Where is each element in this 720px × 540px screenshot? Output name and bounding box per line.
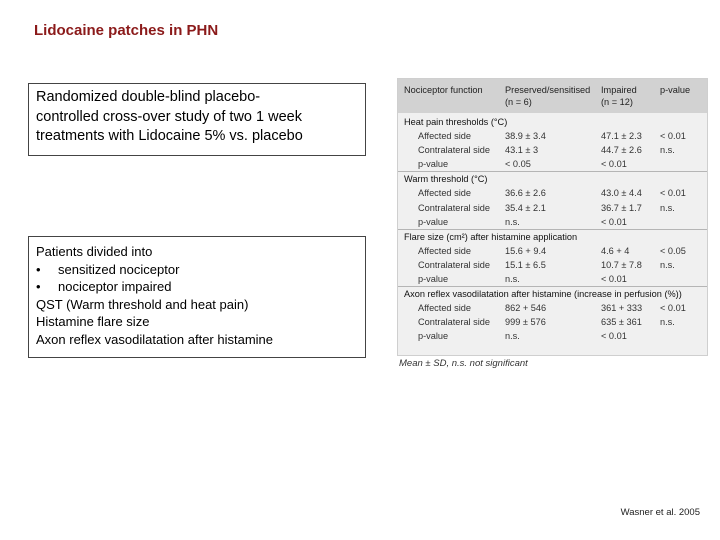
table-row bbox=[398, 201, 707, 215]
section-title-row bbox=[398, 115, 707, 129]
measure-line: Axon reflex vasodilatation after histamine bbox=[36, 331, 274, 347]
row-label: Contralateral side bbox=[418, 145, 491, 156]
header-pvalue: p-value bbox=[660, 85, 691, 95]
cell-preserved: 15.1 ± 6.5 bbox=[505, 259, 546, 270]
cell-preserved: 36.6 ± 2.6 bbox=[505, 188, 546, 199]
table-row bbox=[398, 244, 707, 258]
header-impaired-title: Impaired bbox=[601, 85, 637, 95]
bullet-text: sensitized nociceptor bbox=[58, 261, 180, 277]
patient-groups-heading: Patients divided into bbox=[36, 244, 153, 259]
cell-impaired: 47.1 ± 2.3 bbox=[601, 131, 642, 142]
bullet-item bbox=[36, 261, 358, 279]
table-row bbox=[398, 143, 707, 157]
cell-impaired: 44.7 ± 2.6 bbox=[601, 145, 642, 156]
cell-preserved: 35.4 ± 2.1 bbox=[505, 202, 546, 213]
study-design-line: treatments with Lidocaine 5% vs. placebo bbox=[36, 128, 303, 145]
cell-impaired: 36.7 ± 1.7 bbox=[601, 202, 642, 213]
section-title-row bbox=[398, 287, 707, 301]
row-label: Affected side bbox=[418, 188, 471, 199]
patient-groups-box bbox=[28, 236, 366, 358]
cell-preserved: n.s. bbox=[505, 216, 520, 227]
table-body bbox=[398, 115, 707, 344]
header-impaired-n: (n = 12) bbox=[601, 97, 633, 107]
cell-impaired: 43.0 ± 4.4 bbox=[601, 188, 642, 199]
section-title: Warm threshold (°C) bbox=[404, 174, 488, 185]
study-design-line: Randomized double-blind placebo- bbox=[36, 89, 261, 105]
study-design-box bbox=[28, 83, 366, 156]
table-row bbox=[398, 186, 707, 200]
study-design-line: controlled cross-over study of two 1 week bbox=[36, 108, 302, 125]
cell-preserved: n.s. bbox=[505, 331, 520, 342]
row-label: Contralateral side bbox=[418, 202, 491, 213]
row-label: p-value bbox=[418, 331, 449, 342]
cell-pvalue: < 0.05 bbox=[660, 245, 686, 256]
cell-preserved: 999 ± 576 bbox=[505, 317, 546, 328]
cell-pvalue: < 0.01 bbox=[660, 131, 686, 142]
table-header bbox=[398, 79, 707, 113]
bullet-text: nociceptor impaired bbox=[58, 279, 172, 295]
cell-impaired: < 0.01 bbox=[601, 274, 627, 285]
table-row bbox=[398, 215, 707, 230]
table-row bbox=[398, 329, 707, 343]
cell-preserved: n.s. bbox=[505, 274, 520, 285]
slide-title: Lidocaine patches in PHN bbox=[34, 22, 219, 39]
header-preserved-title: Preserved/sensitised bbox=[505, 85, 591, 95]
table-footnote: Mean ± SD, n.s. not significant bbox=[399, 358, 528, 369]
cell-pvalue: n.s. bbox=[660, 317, 675, 328]
row-label: Affected side bbox=[418, 303, 471, 314]
row-label: Affected side bbox=[418, 245, 471, 256]
cell-impaired: < 0.01 bbox=[601, 331, 627, 342]
section-title: Axon reflex vasodilatation after histamine (increase in perfusion (%)) bbox=[404, 289, 682, 300]
row-label: p-value bbox=[418, 216, 449, 227]
cell-impaired: < 0.01 bbox=[601, 216, 627, 227]
cell-preserved: 38.9 ± 3.4 bbox=[505, 131, 546, 142]
cell-impaired: 361 + 333 bbox=[601, 303, 643, 314]
cell-pvalue: n.s. bbox=[660, 145, 675, 156]
section-title: Flare size (cm²) after histamine application bbox=[404, 231, 578, 242]
cell-preserved: 862 + 546 bbox=[505, 303, 547, 314]
cell-impaired: < 0.01 bbox=[601, 159, 627, 170]
bullet-item bbox=[36, 278, 358, 296]
table-row bbox=[398, 301, 707, 315]
table-row bbox=[398, 272, 707, 287]
table-row bbox=[398, 258, 707, 272]
cell-preserved: 15.6 + 9.4 bbox=[505, 245, 547, 256]
citation: Wasner et al. 2005 bbox=[620, 507, 700, 518]
bullet-icon: • bbox=[36, 261, 41, 277]
cell-impaired: 10.7 ± 7.8 bbox=[601, 259, 642, 270]
cell-pvalue: n.s. bbox=[660, 259, 675, 270]
cell-preserved: 43.1 ± 3 bbox=[505, 145, 539, 156]
header-function: Nociceptor function bbox=[404, 85, 483, 95]
header-preserved bbox=[505, 84, 590, 108]
cell-impaired: 635 ± 361 bbox=[601, 317, 642, 328]
cell-pvalue: < 0.01 bbox=[660, 303, 686, 314]
measure-line: Histamine flare size bbox=[36, 314, 150, 330]
table-row bbox=[398, 157, 707, 172]
section-title-row bbox=[398, 172, 707, 186]
cell-pvalue: < 0.01 bbox=[660, 188, 686, 199]
cell-pvalue: n.s. bbox=[660, 202, 675, 213]
results-table bbox=[397, 78, 708, 356]
table-row bbox=[398, 129, 707, 143]
row-label: Contralateral side bbox=[418, 317, 491, 328]
table-row bbox=[398, 315, 707, 329]
section-title-row bbox=[398, 230, 707, 244]
section-title: Heat pain thresholds (°C) bbox=[404, 117, 508, 127]
cell-preserved: < 0.05 bbox=[505, 159, 531, 170]
cell-impaired: 4.6 + 4 bbox=[601, 245, 630, 256]
row-label: Affected side bbox=[418, 131, 471, 142]
header-impaired bbox=[601, 84, 637, 108]
header-preserved-n: (n = 6) bbox=[505, 97, 532, 107]
row-label: p-value bbox=[418, 159, 449, 170]
measure-line: QST (Warm threshold and heat pain) bbox=[36, 296, 249, 312]
row-label: p-value bbox=[418, 274, 449, 285]
bullet-icon: • bbox=[36, 279, 41, 295]
row-label: Contralateral side bbox=[418, 259, 491, 270]
